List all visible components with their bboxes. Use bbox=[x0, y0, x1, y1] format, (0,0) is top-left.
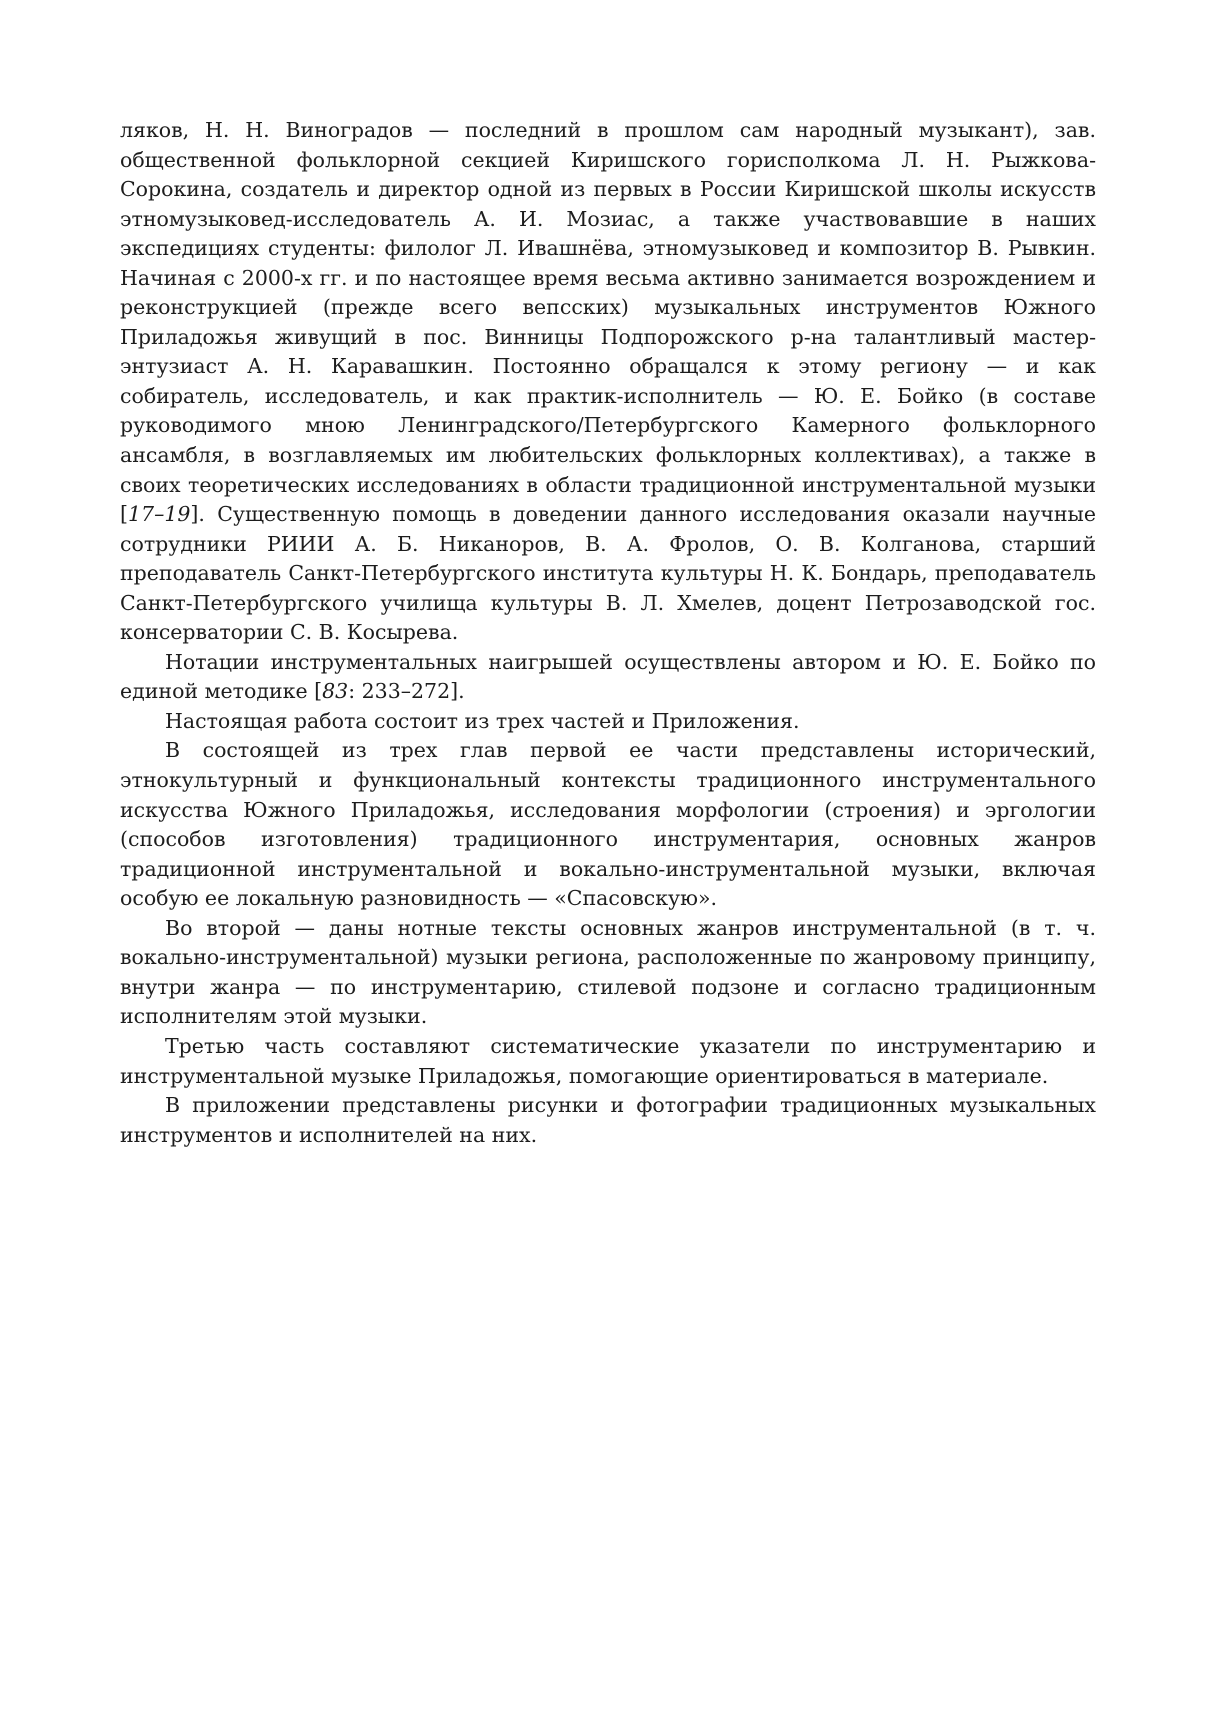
paragraph-work-structure: Настоящая работа состоит из трех частей и Приложения. bbox=[165, 708, 800, 733]
paragraph-part-two: Во второй — даны нотные тексты основных жанров инструментальной (в т. ч. вокально-инструментальной) музыки региона, расположенные по жанровому принципу, внутри жанра — по инструментарию, стилевой подзоне и согласно традиционным исполнителям этой музыки. bbox=[120, 915, 1096, 1029]
paragraph-part-one: В состоящей из трех глав первой ее части представлены исторический, этнокультурный и функциональный контексты традиционного инструментального искусства Южного Приладожья, исследования морфологии (строения) и эргологии (способов изготовления) традиционного инструментария, основных жанров традиционной инструментальной и вокально-инструментальной музыки, включая особую ее локальную разновидность — «Спасовскую». bbox=[120, 738, 1096, 911]
paragraph-part-three: Третью часть составляют систематические указатели по инструментарию и инструментальной музыке Приладожья, помогающие ориентироваться в материале. bbox=[120, 1033, 1096, 1088]
paragraph-text: ]. Существенную помощь в доведении данного исследования оказали научные сотрудники РИИИ А. Б. Никаноров, В. А. Фролов, О. В. Колганова, старший преподаватель Санкт-Петербургского института культуры Н. К. Бондарь, преподаватель Санкт-Петербургского училища культуры В. Л. Хмелев, доцент Петрозаводской гос. консерватории С. В. Косырева. bbox=[120, 502, 1096, 645]
page-body bbox=[120, 116, 1096, 1150]
paragraph-appendix: В приложении представлены рисунки и фотографии традиционных музыкальных инструментов и исполнителей на них. bbox=[120, 1093, 1096, 1147]
paragraph-continuation-acknowledgements bbox=[120, 116, 1096, 648]
paragraph-text: Нотации инструментальных наигрышей осуществлены автором и Ю. Е. Бойко по единой методике [ bbox=[120, 649, 1096, 704]
paragraph-notation-method bbox=[120, 648, 1096, 707]
citation-reference: 17–19 bbox=[128, 502, 191, 527]
citation-reference: 83 bbox=[322, 679, 349, 704]
paragraph-text: ляков, Н. Н. Виноградов — последний в прошлом сам народный музыкант), зав. общественной фольклорной секцией Киришского горисполкома Л. Н. Рыжкова-Сорокина, создатель и директор одной из первых в России Киришской школы искусств этномузыковед-исследователь А. И. Мозиас, а также участвовавшие в наших экспедициях студенты: филолог Л. Ивашнёва, этномузыковед и композитор В. Рывкин. Начиная с 2000-х гг. и по настоящее время весьма активно занимается возрождением и реконструкцией (прежде всего вепсских) музыкальных инструментов Южного Приладожья живущий в пос. Винницы Подпорожского р-на талантливый мастер-энтузиаст А. Н. Каравашкин. Постоянно обращался к этому региону — и как собиратель, исследователь, и как практик-исполнитель — Ю. Е. Бойко (в составе руководимого мною Ленинградского/Петербургского Камерного фольклорного ансамбля, в возглавляемых им любительских фольклорных коллективах), а также в своих теоретических исследованиях в области традиционной инструментальной музыки [ bbox=[120, 118, 1096, 527]
paragraph-text: : 233–272]. bbox=[348, 679, 465, 704]
